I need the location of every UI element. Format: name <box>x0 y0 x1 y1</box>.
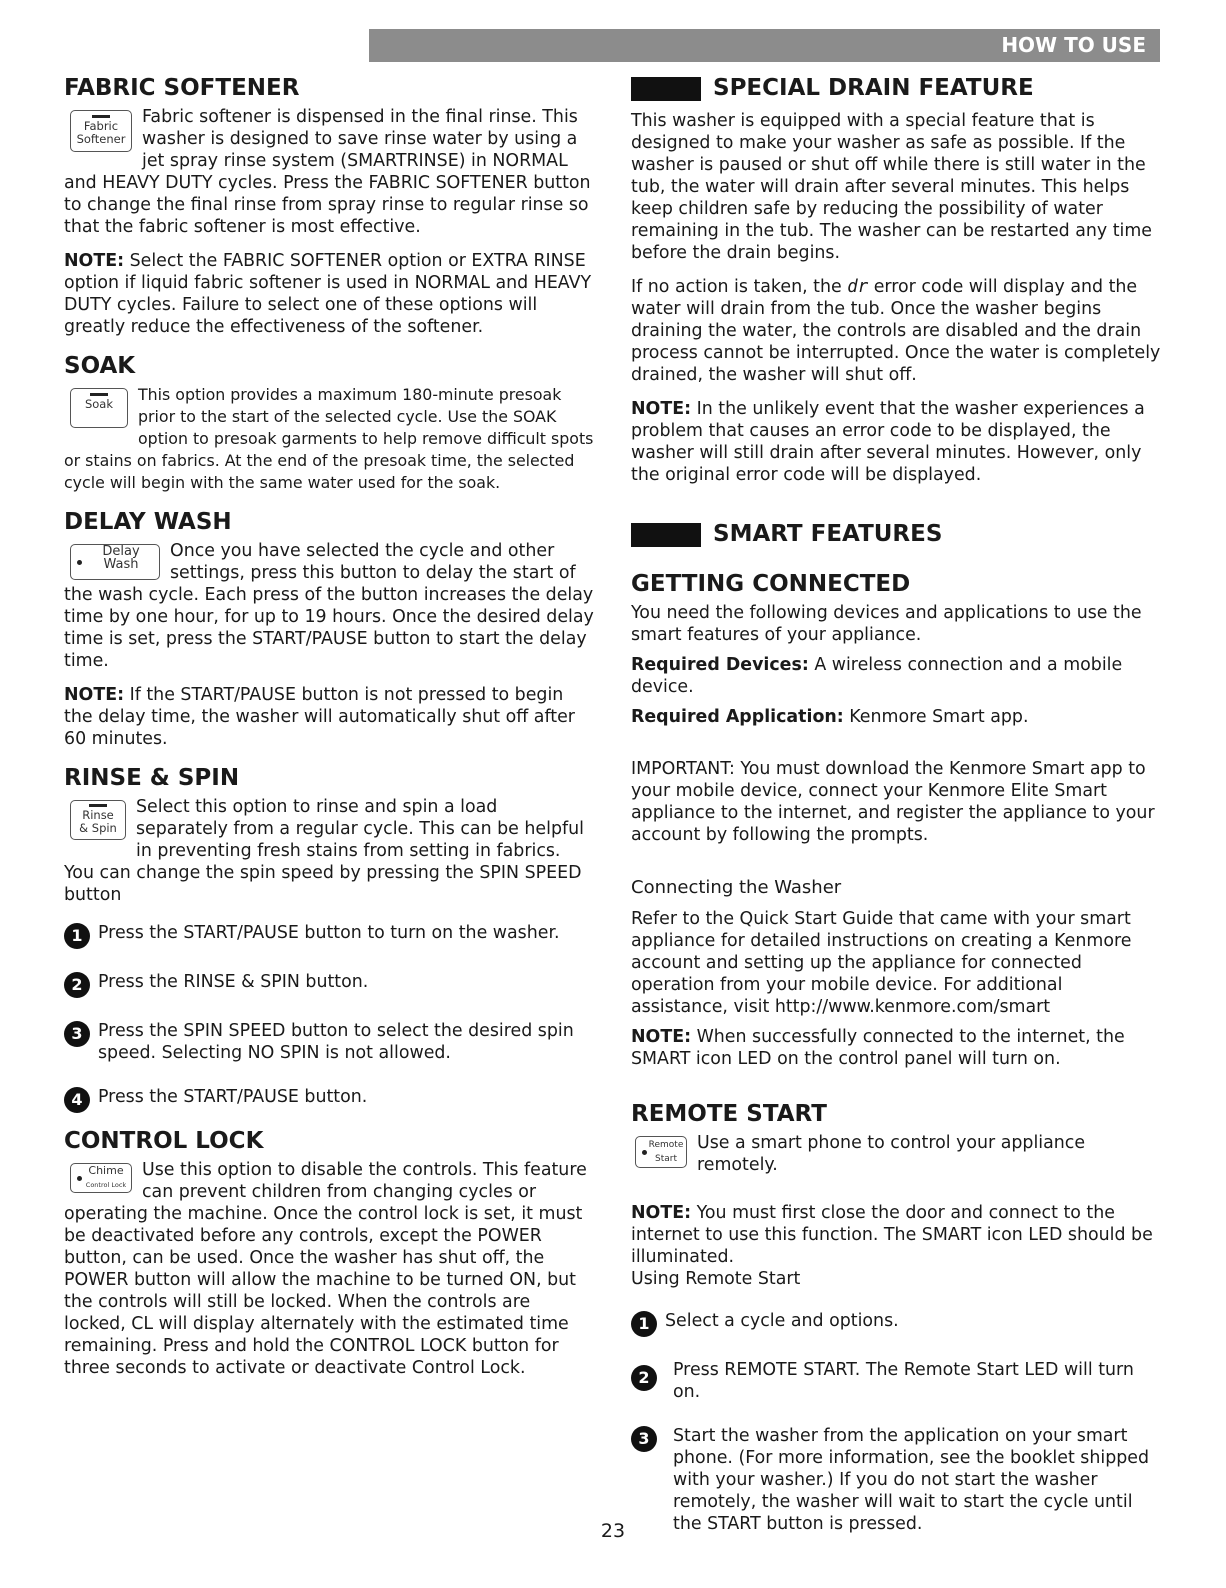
soak-section <box>64 352 594 494</box>
control-lock-section <box>64 1127 594 1379</box>
left-column <box>64 74 594 1393</box>
special-drain-body: This washer is equipped with a special feature that is designed to make your washer as safe as possible. If the washer is paused or shut off while there is still water in the tub, the water will drain after several minutes. This helps keep children safe by reducing the possibility of water remaining in the tub. The washer can be restarted any time before the drain begins. <box>631 111 1152 263</box>
rinse-spin-step: 4 Press the START/PAUSE button. <box>64 1086 594 1113</box>
remote-start-body: Use a smart phone to control your appliance remotely. <box>697 1133 1086 1175</box>
special-drain-error-paragraph: If no action is taken, the dr error code will display and the water will drain from the tub. Once the washer begins draining the water, the controls are disabled and the drain process cannot be interrupted. Once the water is completely drained, the washer will shut off. <box>631 277 1161 385</box>
step-number-badge: 3 <box>631 1426 657 1452</box>
delay-wash-button-icon: Delay Wash <box>70 544 160 580</box>
fabric-softener-button-icon: Fabric Softener <box>70 110 132 152</box>
remote-start-step: 2 Press REMOTE START. The Remote Start LED will turn on. <box>631 1359 1161 1403</box>
remote-start-step: 3 Start the washer from the application on your smart phone. (For more information, see the booklet shipped with your washer.) If you do not start the washer remotely, the washer will wait to start the cycle until the START button is pressed. <box>631 1425 1161 1535</box>
special-drain-section <box>631 74 1161 486</box>
indicator-dot-icon <box>77 560 82 565</box>
indicator-dot-icon <box>642 1150 647 1155</box>
step-number-badge: 2 <box>631 1365 657 1391</box>
remote-start-section <box>631 1100 1161 1535</box>
rinse-spin-button-icon: Rinse & Spin <box>70 800 126 840</box>
step-number-badge: 3 <box>64 1021 90 1047</box>
fabric-softener-heading: FABRIC SOFTENER <box>64 75 300 101</box>
getting-connected-heading: GETTING CONNECTED <box>631 571 911 597</box>
rinse-spin-heading: RINSE & SPIN <box>64 765 240 791</box>
using-remote-start: Using Remote Start <box>631 1269 801 1289</box>
remote-start-heading: REMOTE START <box>631 1101 827 1127</box>
fabric-softener-section <box>64 74 594 338</box>
fabric-softener-body: Fabric softener is dispensed in the final rinse. This washer is designed to save rinse water by using a jet spray rinse system (SMARTRINSE) in NORMAL and HEAVY DUTY cycles. Press the FABRIC SOFTENER button to change the final rinse from spray rinse to regular rinse so that the fabric softener is most effective. <box>64 107 591 237</box>
section-header-bar <box>369 29 1160 62</box>
fabric-softener-note: NOTE: Select the FABRIC SOFTENER option or EXTRA RINSE option if liquid fabric softener is used in NORMAL and HEAVY DUTY cycles. Failure to select one of these options will greatly reduce the effectiveness of the softener. <box>64 251 592 337</box>
step-number-badge: 1 <box>64 923 90 949</box>
section-tab-marker <box>631 77 701 101</box>
indicator-dot-icon <box>77 1176 82 1181</box>
getting-connected-section <box>631 570 1161 1070</box>
smart-features-heading: SMART FEATURES <box>631 520 1161 548</box>
step-number-badge: 2 <box>64 972 90 998</box>
smart-features-section <box>631 520 1161 548</box>
delay-wash-body: Once you have selected the cycle and other settings, press this button to delay the start of the wash cycle. Each press of the button increases the delay time by one hour, for up to 19 hours. Once the desired delay time is set, press the START/PAUSE button to start the delay time. <box>64 541 594 671</box>
delay-wash-heading: DELAY WASH <box>64 509 232 535</box>
remote-start-step: 1 Select a cycle and options. <box>631 1310 1161 1337</box>
page-number: 23 <box>600 1520 626 1542</box>
step-number-badge: 1 <box>631 1311 657 1337</box>
required-application: Required Application: Kenmore Smart app. <box>631 707 1029 727</box>
dr-error-code: dr <box>847 277 869 297</box>
delay-wash-section <box>64 508 594 750</box>
rinse-spin-body: Select this option to rinse and spin a load separately from a regular cycle. This can be helpful in preventing fresh stains from setting in fabrics. You can change the spin speed by pressing the SPIN SPEED button <box>64 797 584 905</box>
control-lock-body: Use this option to disable the controls. This feature can prevent children from changing cycles or operating the machine. Once the control lock is set, it must be deactivated before any controls, except the POWER button, can be used. Once the washer has shut off, the POWER button will allow the machine to be turned ON, but the controls will still be locked. When the controls are locked, CL will display alternately with the estimated time remaining. Press and hold the CONTROL LOCK button for three seconds to activate or deactivate Control Lock. <box>64 1160 587 1378</box>
getting-connected-intro: You need the following devices and applications to use the smart features of your appliance. <box>631 603 1142 645</box>
delay-wash-note: NOTE: If the START/PAUSE button is not pressed to begin the delay time, the washer will automatically shut off after 60 minutes. <box>64 685 575 749</box>
connecting-washer-body: Refer to the Quick Start Guide that came with your smart appliance for detailed instructions on creating a Kenmore account and setting up the appliance for connected operation from your mobile device. For additional assistance, visit http://www.kenmore.com/smart <box>631 909 1132 1017</box>
section-tab-marker <box>631 523 701 547</box>
remote-start-note: NOTE: You must first close the door and connect to the internet to use this function. The SMART icon LED should be illuminated. <box>631 1203 1153 1267</box>
step-number-badge: 4 <box>64 1087 90 1113</box>
rinse-spin-section <box>64 764 594 1113</box>
special-drain-heading: SPECIAL DRAIN FEATURE <box>631 74 1161 102</box>
special-drain-note: NOTE: In the unlikely event that the washer experiences a problem that causes an error code to be displayed, the washer will still drain after several minutes. However, only the original error code will be displayed. <box>631 399 1145 485</box>
control-lock-button-icon: Chime Control Lock <box>70 1163 132 1193</box>
section-label: HOW TO USE <box>1001 33 1146 57</box>
required-devices: Required Devices: A wireless connection and a mobile device. <box>631 655 1123 697</box>
rinse-spin-step: 3 Press the SPIN SPEED button to select the desired spin speed. Selecting NO SPIN is not allowed. <box>64 1020 594 1064</box>
soak-body: This option provides a maximum 180-minute presoak prior to the start of the selected cycle. Use the SOAK option to presoak garments to help remove difficult spots or stains on fabrics. At the end of the presoak time, the selected cycle will begin with the same water used for the soak. <box>64 385 594 492</box>
getting-connected-note: NOTE: When successfully connected to the internet, the SMART icon LED on the control panel will turn on. <box>631 1027 1125 1069</box>
soak-heading: SOAK <box>64 353 136 379</box>
soak-button-icon: Soak <box>70 388 128 428</box>
remote-start-button-icon: Remote Start <box>635 1136 687 1168</box>
connecting-washer-heading: Connecting the Washer <box>631 877 842 898</box>
right-column <box>631 74 1161 1549</box>
important-notice: IMPORTANT: You must download the Kenmore Smart app to your mobile device, connect your Kenmore Elite Smart appliance to the internet, and register the appliance to your account by following the prompts. <box>631 759 1155 845</box>
rinse-spin-step: 1 Press the START/PAUSE button to turn on the washer. <box>64 922 594 949</box>
control-lock-heading: CONTROL LOCK <box>64 1128 264 1154</box>
rinse-spin-step: 2 Press the RINSE & SPIN button. <box>64 971 594 998</box>
